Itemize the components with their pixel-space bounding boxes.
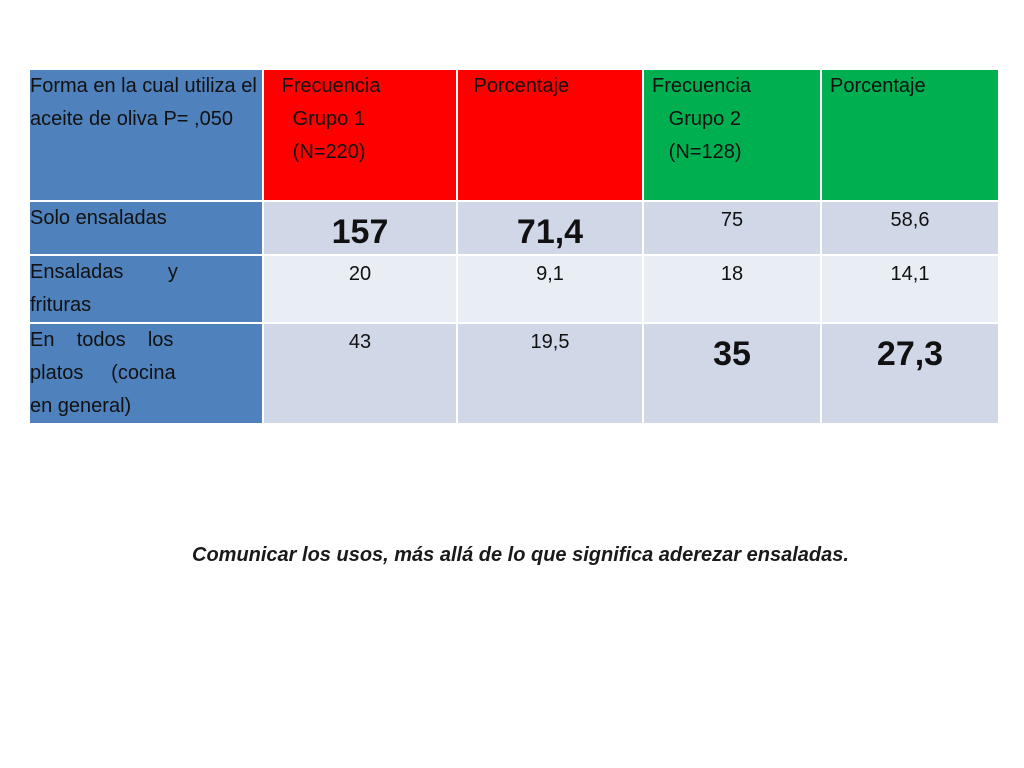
cell-frequency-group2 (643, 323, 821, 424)
cell-value: 75 (720, 209, 744, 231)
header-line: (N=220) (276, 141, 366, 163)
header-line: Porcentaje (830, 75, 926, 97)
header-line: Frecuencia (652, 75, 751, 97)
cell-percentage-group1 (457, 255, 643, 323)
row-label-line: frituras (30, 294, 92, 316)
cell-value: 71,4 (516, 213, 584, 251)
header-percentage-group2 (821, 69, 999, 201)
table-row (29, 201, 999, 255)
cell-frequency-group2 (643, 255, 821, 323)
header-line: Grupo 2 (652, 108, 741, 130)
cell-value: 157 (331, 213, 389, 251)
olive-oil-usage-table (28, 68, 1000, 425)
row-label-line: En todos los (30, 329, 174, 351)
cell-percentage-group2 (821, 323, 999, 424)
cell-value: 43 (348, 331, 372, 353)
cell-frequency-group1 (263, 255, 457, 323)
header-usage-form (29, 69, 263, 201)
header-line: utiliza el aceite (30, 75, 257, 130)
row-label-todos-los-platos (29, 323, 263, 424)
cell-value: 19,5 (530, 331, 570, 353)
cell-percentage-group2 (821, 201, 999, 255)
header-line: Frecuencia (276, 75, 381, 97)
row-label-line: en general) (30, 395, 132, 417)
row-label-line: platos (cocina (30, 362, 176, 384)
header-frequency-group1 (263, 69, 457, 201)
header-line: (N=128) (652, 141, 742, 163)
row-label-line: Solo ensaladas (30, 207, 167, 229)
row-label-line: Ensaladas y (30, 261, 178, 283)
header-line: Forma en la cual (30, 75, 179, 97)
cell-frequency-group1 (263, 323, 457, 424)
cell-percentage-group1 (457, 201, 643, 255)
row-label-solo-ensaladas (29, 201, 263, 255)
header-line: Grupo 1 (276, 108, 365, 130)
slide-note: Comunicar los usos, más allá de lo que significa aderezar ensaladas. (192, 544, 849, 566)
cell-value: 9,1 (536, 263, 564, 285)
header-line: P= ,050 (163, 108, 233, 130)
cell-value: 35 (713, 335, 751, 373)
table-row (29, 255, 999, 323)
header-frequency-group2 (643, 69, 821, 201)
header-percentage-group1 (457, 69, 643, 201)
cell-value: 58,6 (890, 209, 930, 231)
table-row (29, 323, 999, 424)
cell-percentage-group2 (821, 255, 999, 323)
cell-value: 20 (348, 263, 372, 285)
cell-value: 14,1 (890, 263, 930, 285)
cell-frequency-group2 (643, 201, 821, 255)
header-row (29, 69, 999, 201)
row-label-ensaladas-frituras (29, 255, 263, 323)
cell-value: 18 (720, 263, 744, 285)
cell-value: 27,3 (876, 335, 944, 373)
cell-frequency-group1 (263, 201, 457, 255)
header-line: de oliva (88, 108, 158, 130)
header-line: Porcentaje (468, 75, 570, 97)
cell-percentage-group1 (457, 323, 643, 424)
